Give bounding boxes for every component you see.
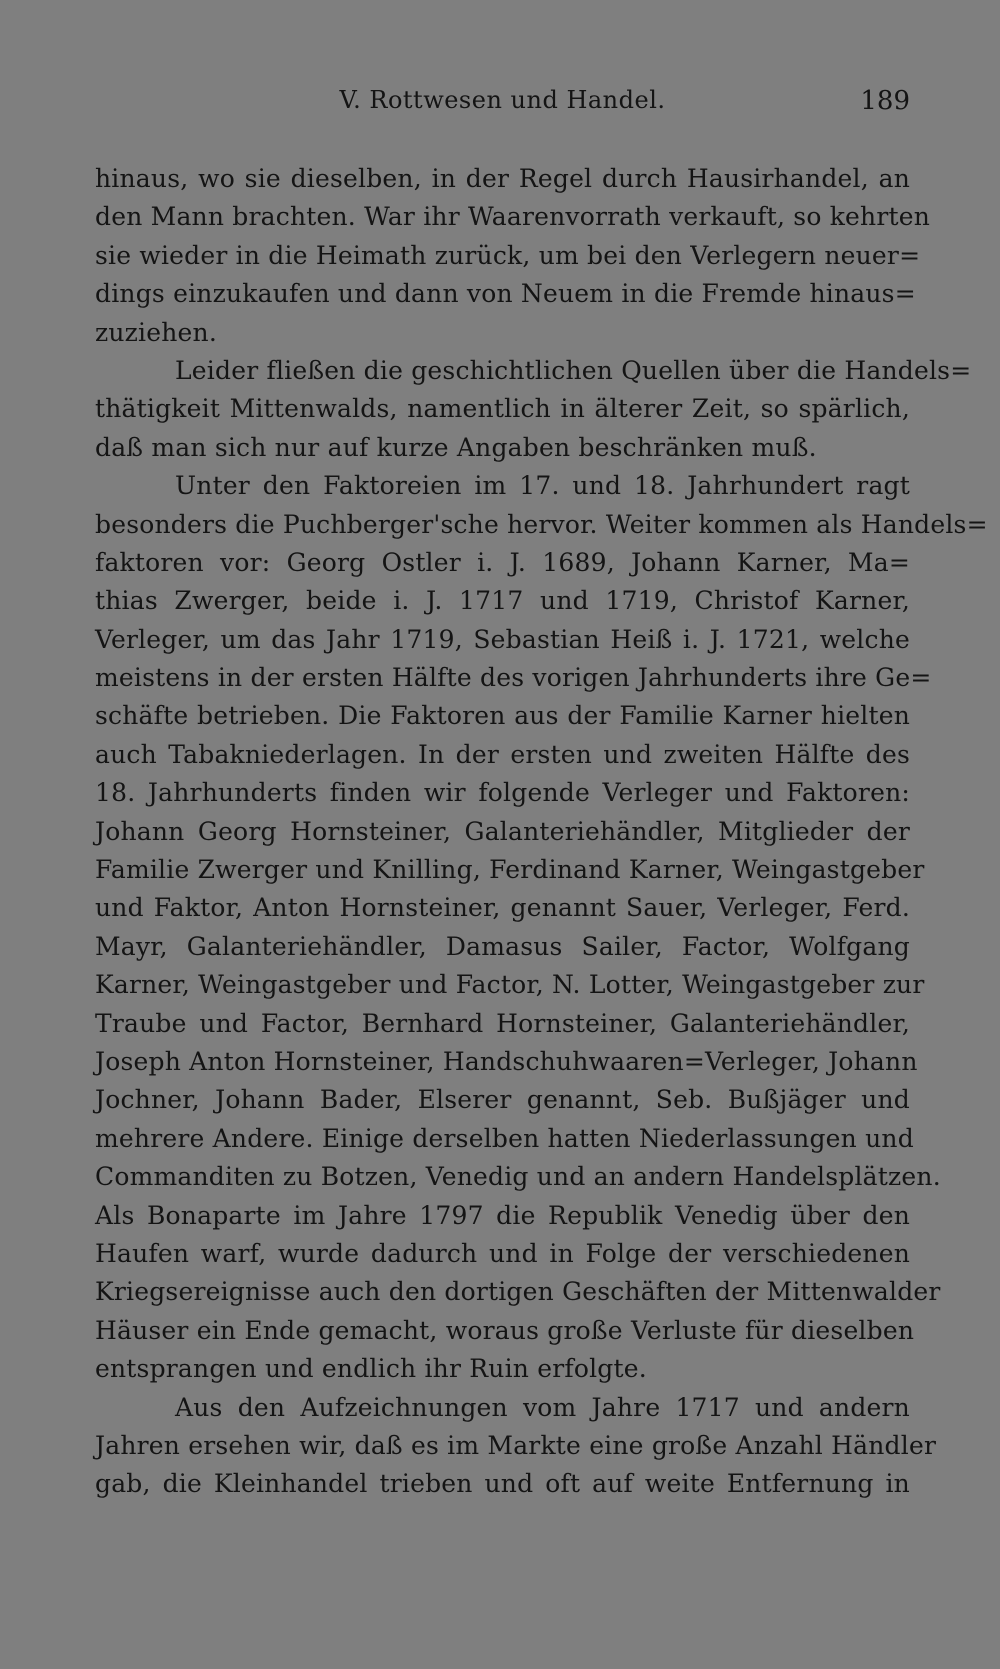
text-line: und Faktor, Anton Hornsteiner, genannt Sauer, Verleger, Ferd. xyxy=(95,893,910,923)
text-line: Unter den Faktoreien im 17. und 18. Jahrhundert ragt xyxy=(175,471,910,501)
text-line: Familie Zwerger und Knilling, Ferdinand Karner, Weingastgeber xyxy=(95,855,925,885)
text-line: meistens in der ersten Hälfte des vorigen Jahrhunderts ihre Ge= xyxy=(95,663,932,693)
text-line: mehrere Andere. Einige derselben hatten Niederlassungen und xyxy=(95,1123,914,1153)
body-text xyxy=(95,160,988,1504)
text-line: dings einzukaufen und dann von Neuem in die Fremde hinaus= xyxy=(95,279,916,309)
text-line: hinaus, wo sie dieselben, in der Regel durch Hausirhandel, an xyxy=(95,164,910,193)
text-line: faktoren vor: Georg Ostler i. J. 1689, Johann Karner, Ma= xyxy=(95,547,910,577)
running-head xyxy=(95,86,910,126)
text-line: Haufen warf, wurde dadurch und in Folge der verschiedenen xyxy=(95,1238,910,1268)
text-line: Karner, Weingastgeber und Factor, N. Lotter, Weingastgeber zur xyxy=(95,970,925,1000)
text-line: Verleger, um das Jahr 1719, Sebastian Heiß i. J. 1721, welche xyxy=(95,624,910,654)
text-line: Commanditen zu Botzen, Venedig und an andern Handelsplätzen. xyxy=(95,1162,941,1192)
text-line: zuziehen. xyxy=(95,317,217,347)
text-line: den Mann brachten. War ihr Waarenvorrath verkauft, so kehrten xyxy=(95,202,931,232)
text-line: thätigkeit Mittenwalds, namentlich in älterer Zeit, so spärlich, xyxy=(95,394,910,424)
text-line: Aus den Aufzeichnungen vom Jahre 1717 und andern xyxy=(175,1392,910,1422)
text-line: Johann Georg Hornsteiner, Galanteriehändler, Mitglieder der xyxy=(95,816,910,846)
text-line: entsprangen und endlich ihr Ruin erfolgte. xyxy=(95,1354,647,1384)
text-line: Joseph Anton Hornsteiner, Handschuhwaaren=Verleger, Johann xyxy=(95,1046,918,1076)
text-line: auch Tabakniederlagen. In der ersten und zweiten Hälfte des xyxy=(95,739,910,769)
text-line: Leider fließen die geschichtlichen Quellen über die Handels= xyxy=(175,355,972,385)
text-line: schäfte betrieben. Die Faktoren aus der Familie Karner hielten xyxy=(95,701,910,731)
text-line: 18. Jahrhunderts finden wir folgende Verleger und Faktoren: xyxy=(95,778,910,808)
text-line: Als Bonaparte im Jahre 1797 die Republik Venedig über den xyxy=(95,1200,910,1230)
text-line: sie wieder in die Heimath zurück, um bei den Verlegern neuer= xyxy=(95,240,921,270)
text-line: besonders die Puchberger'sche hervor. Weiter kommen als Handels= xyxy=(95,509,988,539)
text-line: Jochner, Johann Bader, Elserer genannt, Seb. Bußjäger und xyxy=(95,1085,910,1115)
text-line: Mayr, Galanteriehändler, Damasus Sailer, Factor, Wolfgang xyxy=(95,931,910,961)
text-line: daß man sich nur auf kurze Angaben beschränken muß. xyxy=(95,432,817,462)
text-line: thias Zwerger, beide i. J. 1717 und 1719, Christof Karner, xyxy=(95,586,910,616)
page-number: 189 xyxy=(860,86,910,116)
text-line: Kriegsereignisse auch den dortigen Geschäften der Mittenwalder xyxy=(95,1277,941,1307)
text-line: Häuser ein Ende gemacht, woraus große Verluste für dieselben xyxy=(95,1315,915,1345)
chapter-title: V. Rottwesen und Handel. xyxy=(339,86,666,114)
text-line: Jahren ersehen wir, daß es im Markte eine große Anzahl Händler xyxy=(95,1430,937,1460)
text-line: Traube und Factor, Bernhard Hornsteiner, Galanteriehändler, xyxy=(95,1008,910,1038)
text-line: gab, die Kleinhandel trieben und oft auf weite Entfernung in xyxy=(95,1469,910,1499)
